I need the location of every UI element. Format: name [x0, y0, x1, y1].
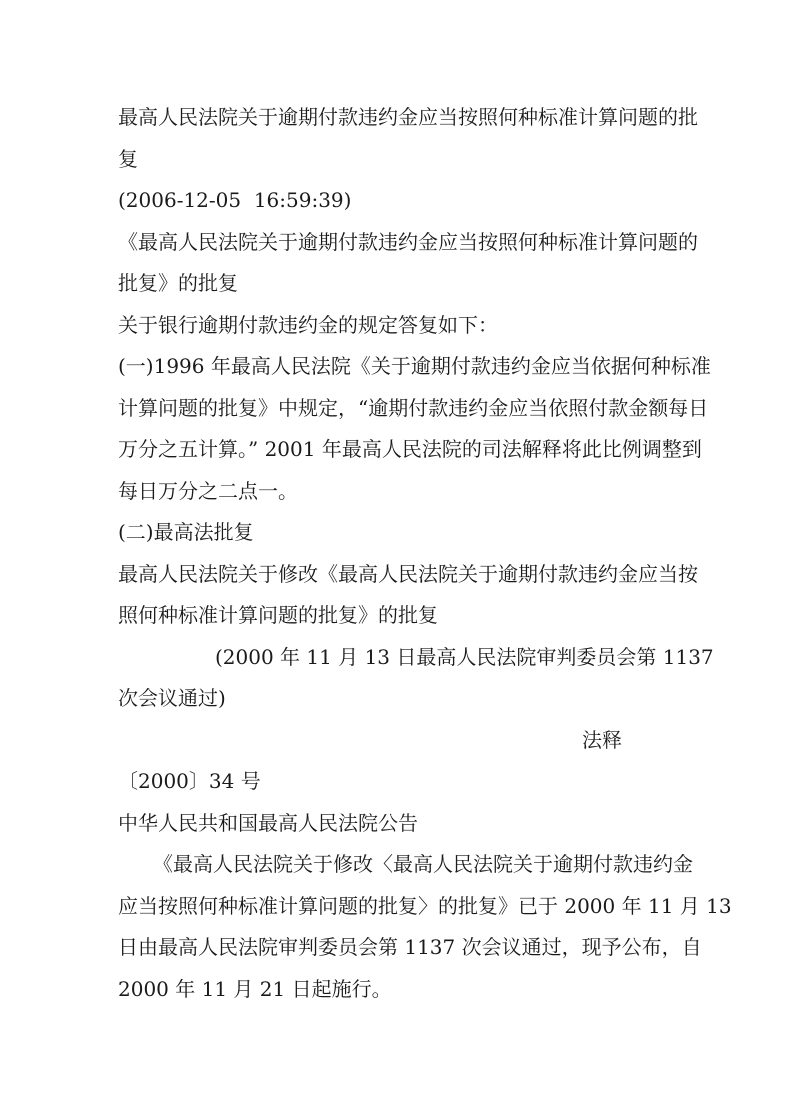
title-line-1: 最高人民法院关于逾期付款违约金应当按照何种标准计算问题的批 — [118, 105, 698, 129]
item2-heading: (二)最高法批复 — [118, 520, 254, 544]
announcement-line-3: 日由最高人民法院审判委员会第 1137 次会议通过，现予公布，自 — [118, 935, 702, 959]
doc-number: 〔2000〕34 号 — [118, 769, 261, 793]
announcement-line-1: 《最高人民法院关于修改〈最高人民法院关于逾期付款违约金 — [153, 852, 693, 876]
intro-line: 关于银行逾期付款违约金的规定答复如下： — [118, 312, 498, 337]
reply-title-line-1: 最高人民法院关于修改《最高人民法院关于逾期付款违约金应当按 — [118, 561, 698, 586]
session-note-line-1: (2000 年 11 月 13 日最高人民法院审判委员会第 1137 — [215, 644, 714, 669]
announcement-line-4: 2000 年 11 月 21 日起施行。 — [118, 976, 392, 1001]
post-timestamp: (2006-12-05 16:59:39) — [118, 188, 352, 212]
item1-line-4: 每日万分之二点一。 — [118, 478, 298, 503]
reply-ref-line-1: 《最高人民法院关于逾期付款违约金应当按照何种标准计算问题的 — [118, 229, 698, 254]
item1-line-3: 万分之五计算。” 2001 年最高人民法院的司法解释将此比例调整到 — [118, 437, 702, 461]
reply-title-line-2: 照何种标准计算问题的批复》的批复 — [118, 603, 438, 627]
item1-line-1: (一)1996 年最高人民法院《关于逾期付款违约金应当依据何种标准 — [118, 354, 711, 378]
item1-line-2: 计算问题的批复》中规定，“逾期付款违约金应当依照付款金额每日 — [118, 395, 709, 420]
doc-number-prefix: 法释 — [582, 727, 622, 752]
announcement-title: 中华人民共和国最高人民法院公告 — [118, 810, 418, 835]
reply-ref-line-2: 批复》的批复 — [118, 271, 238, 295]
title-line-2: 复 — [118, 146, 138, 171]
announcement-line-2: 应当按照何种标准计算问题的批复〉的批复》已于 2000 年 11 月 13 — [118, 893, 732, 918]
session-note-line-2: 次会议通过) — [118, 686, 226, 710]
